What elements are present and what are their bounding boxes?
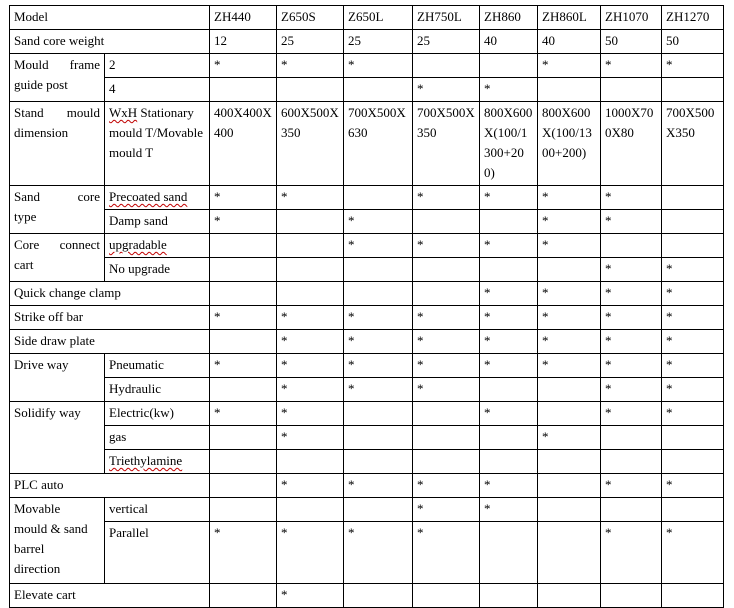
sand-core-type-label-line2: type bbox=[14, 209, 37, 224]
guide-post-cell bbox=[538, 78, 601, 102]
weight-cell: 40 bbox=[480, 30, 538, 54]
cart-cell bbox=[480, 258, 538, 282]
sand-core-type-label bbox=[10, 186, 105, 234]
cart-cell: * bbox=[601, 258, 662, 282]
table-row-sand-core-weight bbox=[10, 30, 724, 54]
strike-cell: * bbox=[601, 306, 662, 330]
table-row-quick-change-clamp bbox=[10, 282, 724, 306]
core-connect-label bbox=[10, 234, 105, 282]
clamp-cell bbox=[210, 282, 277, 306]
sand-core-type-label-line1: Sand core bbox=[14, 189, 100, 204]
upgradable-text: upgradable bbox=[109, 237, 167, 252]
guide-post-cell bbox=[480, 54, 538, 78]
stand-mould-sub-label bbox=[105, 102, 210, 186]
solidify-cell bbox=[538, 450, 601, 474]
table-row-precoated-sand bbox=[10, 186, 724, 210]
sand-type-cell: * bbox=[538, 210, 601, 234]
cart-cell bbox=[277, 234, 344, 258]
weight-cell: 50 bbox=[601, 30, 662, 54]
solidify-cell bbox=[413, 450, 480, 474]
guide-post-option-label: 4 bbox=[105, 78, 210, 102]
cart-cell bbox=[601, 234, 662, 258]
weight-cell: 25 bbox=[344, 30, 413, 54]
guide-post-cell: * bbox=[538, 54, 601, 78]
sand-type-cell bbox=[277, 210, 344, 234]
sand-type-cell: * bbox=[480, 186, 538, 210]
cart-cell: * bbox=[480, 234, 538, 258]
drive-cell: * bbox=[662, 354, 724, 378]
drive-cell: * bbox=[210, 354, 277, 378]
guide-post-cell: * bbox=[601, 54, 662, 78]
solidify-option-label: Electric(kw) bbox=[105, 402, 210, 426]
elevate-cell bbox=[662, 584, 724, 608]
dimension-cell: 1000X700X80 bbox=[601, 102, 662, 186]
model-cell: ZH1270 bbox=[662, 6, 724, 30]
plc-cell: * bbox=[344, 474, 413, 498]
solidify-cell bbox=[601, 426, 662, 450]
elevate-cell bbox=[210, 584, 277, 608]
table-row-strike-off-bar bbox=[10, 306, 724, 330]
dimension-cell: 400X400X400 bbox=[210, 102, 277, 186]
drive-cell: * bbox=[662, 378, 724, 402]
direction-cell bbox=[210, 498, 277, 522]
guide-post-cell: * bbox=[210, 54, 277, 78]
elevate-cell: * bbox=[277, 584, 344, 608]
strike-cell: * bbox=[480, 306, 538, 330]
weight-cell: 12 bbox=[210, 30, 277, 54]
drive-cell: * bbox=[480, 354, 538, 378]
movable-mould-label-line2: mould & sand bbox=[14, 521, 88, 536]
clamp-cell: * bbox=[662, 282, 724, 306]
dimension-cell: 700X500X350 bbox=[413, 102, 480, 186]
model-label: Model bbox=[10, 6, 210, 30]
cart-cell: * bbox=[538, 234, 601, 258]
sand-type-cell bbox=[413, 210, 480, 234]
direction-cell: * bbox=[210, 522, 277, 584]
guide-post-cell: * bbox=[413, 78, 480, 102]
side-draw-cell: * bbox=[480, 330, 538, 354]
sand-type-cell: * bbox=[210, 186, 277, 210]
direction-cell bbox=[277, 498, 344, 522]
guide-post-label bbox=[10, 54, 105, 102]
solidify-cell: * bbox=[277, 402, 344, 426]
side-draw-cell: * bbox=[277, 330, 344, 354]
weight-cell: 25 bbox=[277, 30, 344, 54]
movable-mould-label-line1: Movable bbox=[14, 501, 61, 516]
sand-type-cell: * bbox=[413, 186, 480, 210]
direction-cell: * bbox=[344, 522, 413, 584]
strike-cell: * bbox=[277, 306, 344, 330]
solidify-cell bbox=[344, 402, 413, 426]
table-row-hydraulic bbox=[10, 378, 724, 402]
cart-cell bbox=[538, 258, 601, 282]
table-row-vertical bbox=[10, 498, 724, 522]
table-row-parallel bbox=[10, 522, 724, 584]
solidify-cell bbox=[662, 450, 724, 474]
sand-type-cell: * bbox=[601, 186, 662, 210]
guide-post-label-line2: guide post bbox=[14, 77, 68, 92]
elevate-cart-label: Elevate cart bbox=[10, 584, 210, 608]
table-row-triethylamine bbox=[10, 450, 724, 474]
side-draw-cell: * bbox=[538, 330, 601, 354]
solidify-cell bbox=[344, 450, 413, 474]
solidify-cell bbox=[480, 426, 538, 450]
strike-cell: * bbox=[210, 306, 277, 330]
sand-type-cell: * bbox=[210, 210, 277, 234]
drive-cell: * bbox=[413, 354, 480, 378]
weight-cell: 40 bbox=[538, 30, 601, 54]
solidify-cell bbox=[538, 402, 601, 426]
drive-option-label: Hydraulic bbox=[105, 378, 210, 402]
table-row-electric bbox=[10, 402, 724, 426]
side-draw-cell: * bbox=[662, 330, 724, 354]
dimension-cell: 800X600X(100/1300+200) bbox=[538, 102, 601, 186]
drive-cell bbox=[480, 378, 538, 402]
table-row-stand-mould-dimension bbox=[10, 102, 724, 186]
drive-option-label: Pneumatic bbox=[105, 354, 210, 378]
sand-type-cell bbox=[344, 186, 413, 210]
cart-cell: * bbox=[662, 258, 724, 282]
side-draw-plate-label: Side draw plate bbox=[10, 330, 210, 354]
solidify-cell: * bbox=[538, 426, 601, 450]
table-row-guide-post-2 bbox=[10, 54, 724, 78]
sand-type-cell: * bbox=[601, 210, 662, 234]
guide-post-cell bbox=[344, 78, 413, 102]
sand-type-cell bbox=[662, 210, 724, 234]
drive-cell bbox=[210, 378, 277, 402]
plc-cell bbox=[538, 474, 601, 498]
table-row-plc-auto bbox=[10, 474, 724, 498]
solidify-cell: * bbox=[210, 402, 277, 426]
drive-cell: * bbox=[601, 378, 662, 402]
sand-type-cell: * bbox=[538, 186, 601, 210]
solidify-cell: * bbox=[277, 426, 344, 450]
solidify-cell bbox=[662, 426, 724, 450]
dimension-cell: 600X500X350 bbox=[277, 102, 344, 186]
solidify-cell bbox=[601, 450, 662, 474]
table-row-damp-sand bbox=[10, 210, 724, 234]
direction-cell bbox=[538, 522, 601, 584]
side-draw-cell: * bbox=[413, 330, 480, 354]
model-cell: ZH440 bbox=[210, 6, 277, 30]
sand-type-option-label: Damp sand bbox=[105, 210, 210, 234]
side-draw-cell bbox=[210, 330, 277, 354]
dimension-cell: 700X500X630 bbox=[344, 102, 413, 186]
sand-type-cell bbox=[662, 186, 724, 210]
table-row-guide-post-4 bbox=[10, 78, 724, 102]
table-row-elevate-cart bbox=[10, 584, 724, 608]
solidify-cell bbox=[210, 450, 277, 474]
sand-type-cell: * bbox=[277, 186, 344, 210]
cart-cell bbox=[210, 258, 277, 282]
dimension-cell: 700X500X350 bbox=[662, 102, 724, 186]
clamp-cell bbox=[413, 282, 480, 306]
cart-cell bbox=[662, 234, 724, 258]
elevate-cell bbox=[480, 584, 538, 608]
solidify-cell: * bbox=[480, 402, 538, 426]
sand-type-option-label bbox=[105, 186, 210, 210]
sand-type-cell: * bbox=[344, 210, 413, 234]
guide-post-cell: * bbox=[480, 78, 538, 102]
direction-cell: * bbox=[601, 522, 662, 584]
precoated-sand-text: Precoated sand bbox=[109, 189, 188, 204]
side-draw-cell: * bbox=[344, 330, 413, 354]
cart-cell bbox=[344, 258, 413, 282]
table-row-gas bbox=[10, 426, 724, 450]
direction-cell: * bbox=[480, 498, 538, 522]
strike-off-bar-label: Strike off bar bbox=[10, 306, 210, 330]
wxh-text: WxH bbox=[109, 105, 138, 120]
direction-cell bbox=[538, 498, 601, 522]
direction-cell bbox=[601, 498, 662, 522]
direction-cell bbox=[344, 498, 413, 522]
core-connect-label-line2: cart bbox=[14, 257, 34, 272]
solidify-cell: * bbox=[601, 402, 662, 426]
model-cell: ZH860L bbox=[538, 6, 601, 30]
plc-cell bbox=[210, 474, 277, 498]
elevate-cell bbox=[344, 584, 413, 608]
strike-cell: * bbox=[344, 306, 413, 330]
direction-cell: * bbox=[413, 522, 480, 584]
sand-type-cell bbox=[480, 210, 538, 234]
movable-mould-label-line3: barrel bbox=[14, 541, 45, 556]
plc-cell: * bbox=[413, 474, 480, 498]
solidify-cell bbox=[413, 426, 480, 450]
clamp-cell: * bbox=[538, 282, 601, 306]
stand-mould-label-line2: dimension bbox=[14, 125, 69, 140]
direction-cell: * bbox=[662, 522, 724, 584]
elevate-cell bbox=[601, 584, 662, 608]
cart-option-label bbox=[105, 234, 210, 258]
solidify-cell: * bbox=[662, 402, 724, 426]
solidify-cell bbox=[277, 450, 344, 474]
drive-cell: * bbox=[601, 354, 662, 378]
guide-post-cell bbox=[277, 78, 344, 102]
drive-cell: * bbox=[344, 378, 413, 402]
clamp-cell bbox=[277, 282, 344, 306]
plc-cell: * bbox=[277, 474, 344, 498]
direction-option-label: vertical bbox=[105, 498, 210, 522]
clamp-cell bbox=[344, 282, 413, 306]
weight-cell: 50 bbox=[662, 30, 724, 54]
direction-cell: * bbox=[413, 498, 480, 522]
direction-option-label: Parallel bbox=[105, 522, 210, 584]
guide-post-label-line1: Mould frame bbox=[14, 57, 100, 72]
table-row-side-draw-plate bbox=[10, 330, 724, 354]
plc-auto-label: PLC auto bbox=[10, 474, 210, 498]
sand-core-weight-label: Sand core weight bbox=[10, 30, 210, 54]
table-row-pneumatic bbox=[10, 354, 724, 378]
solidify-cell bbox=[480, 450, 538, 474]
cart-cell bbox=[277, 258, 344, 282]
dimension-cell: 800X600X(100/1300+200) bbox=[480, 102, 538, 186]
table-row-upgradable bbox=[10, 234, 724, 258]
cart-cell bbox=[210, 234, 277, 258]
drive-cell: * bbox=[344, 354, 413, 378]
guide-post-cell bbox=[413, 54, 480, 78]
model-cell: ZH860 bbox=[480, 6, 538, 30]
spec-table-container bbox=[9, 5, 724, 608]
cart-cell bbox=[413, 258, 480, 282]
drive-cell: * bbox=[538, 354, 601, 378]
drive-way-label: Drive way bbox=[10, 354, 105, 402]
plc-cell: * bbox=[480, 474, 538, 498]
model-cell: Z650L bbox=[344, 6, 413, 30]
weight-cell: 25 bbox=[413, 30, 480, 54]
stand-mould-sub-label-rest: Stationary mould T/Movable mould T bbox=[109, 105, 204, 160]
triethylamine-text: Triethylamine bbox=[109, 453, 183, 468]
solidify-cell bbox=[344, 426, 413, 450]
guide-post-cell bbox=[662, 78, 724, 102]
solidify-cell bbox=[413, 402, 480, 426]
plc-cell: * bbox=[601, 474, 662, 498]
stand-mould-label-line1: Stand mould bbox=[14, 105, 100, 120]
model-cell: Z650S bbox=[277, 6, 344, 30]
clamp-cell: * bbox=[480, 282, 538, 306]
drive-cell: * bbox=[277, 354, 344, 378]
strike-cell: * bbox=[413, 306, 480, 330]
quick-change-clamp-label: Quick change clamp bbox=[10, 282, 210, 306]
elevate-cell bbox=[538, 584, 601, 608]
cart-cell: * bbox=[413, 234, 480, 258]
elevate-cell bbox=[413, 584, 480, 608]
core-connect-label-line1: Core connect bbox=[14, 237, 100, 252]
solidify-way-label: Solidify way bbox=[10, 402, 105, 474]
table-row-no-upgrade bbox=[10, 258, 724, 282]
model-cell: ZH750L bbox=[413, 6, 480, 30]
model-cell: ZH1070 bbox=[601, 6, 662, 30]
side-draw-cell: * bbox=[601, 330, 662, 354]
guide-post-option-label: 2 bbox=[105, 54, 210, 78]
guide-post-cell: * bbox=[277, 54, 344, 78]
stand-mould-label bbox=[10, 102, 105, 186]
guide-post-cell: * bbox=[662, 54, 724, 78]
cart-option-label: No upgrade bbox=[105, 258, 210, 282]
direction-cell: * bbox=[277, 522, 344, 584]
table-row-header bbox=[10, 6, 724, 30]
solidify-option-label bbox=[105, 450, 210, 474]
strike-cell: * bbox=[538, 306, 601, 330]
cart-cell: * bbox=[344, 234, 413, 258]
drive-cell: * bbox=[277, 378, 344, 402]
spec-table bbox=[9, 5, 724, 608]
strike-cell: * bbox=[662, 306, 724, 330]
solidify-option-label: gas bbox=[105, 426, 210, 450]
guide-post-cell bbox=[210, 78, 277, 102]
guide-post-cell bbox=[601, 78, 662, 102]
drive-cell: * bbox=[413, 378, 480, 402]
movable-mould-label bbox=[10, 498, 105, 584]
direction-cell bbox=[480, 522, 538, 584]
direction-cell bbox=[662, 498, 724, 522]
spec-table-body bbox=[10, 6, 724, 608]
solidify-cell bbox=[210, 426, 277, 450]
movable-mould-label-line4: direction bbox=[14, 561, 61, 576]
drive-cell bbox=[538, 378, 601, 402]
clamp-cell: * bbox=[601, 282, 662, 306]
plc-cell: * bbox=[662, 474, 724, 498]
guide-post-cell: * bbox=[344, 54, 413, 78]
